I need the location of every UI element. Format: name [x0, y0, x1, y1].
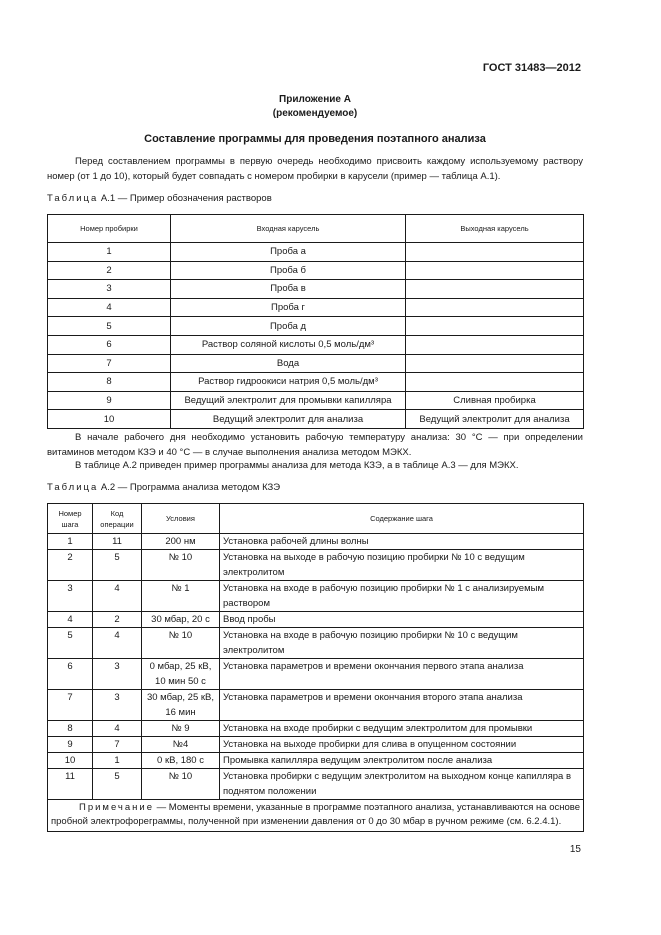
table-row — [48, 659, 584, 690]
table-cell: Ведущий электролит для анализа — [171, 410, 406, 429]
table-cell: Установка параметров и времени окончания первого этапа анализа — [220, 659, 584, 690]
solutions-table — [47, 214, 584, 429]
table2-caption-prefix: Таблица — [47, 482, 99, 493]
table-cell — [406, 354, 584, 373]
table1-header: Выходная карусель — [406, 215, 584, 243]
table-cell: 11 — [93, 534, 142, 550]
table-cell: 10 — [48, 410, 171, 429]
table2-header-row — [48, 504, 584, 534]
table-cell: Ввод пробы — [220, 612, 584, 628]
table-row — [48, 581, 584, 612]
table-cell: 3 — [93, 690, 142, 721]
table-cell — [406, 335, 584, 354]
table-row — [48, 690, 584, 721]
table-row — [48, 261, 584, 280]
table-cell: 0 мбар, 25 кВ, 10 мин 50 с — [142, 659, 220, 690]
table-cell: 6 — [48, 335, 171, 354]
table-cell: 4 — [93, 628, 142, 659]
table-cell: Ведущий электролит для анализа — [406, 410, 584, 429]
table-cell — [406, 373, 584, 392]
table-cell — [406, 317, 584, 336]
table-cell — [406, 243, 584, 262]
table-cell: 1 — [48, 534, 93, 550]
table1-caption — [47, 193, 272, 204]
table-cell: Установка параметров и времени окончания второго этапа анализа — [220, 690, 584, 721]
table-cell: 10 — [48, 753, 93, 769]
page-number: 15 — [569, 844, 581, 855]
table-cell: 11 — [48, 769, 93, 800]
table-cell: 9 — [48, 391, 171, 410]
table-cell: Проба в — [171, 280, 406, 299]
table2-note — [48, 800, 584, 832]
table2-header: Условия — [142, 504, 220, 534]
table2-header: Номер шага — [48, 504, 93, 534]
section-title: Составление программы для проведения поэтапного анализа — [144, 133, 486, 145]
table-row — [48, 721, 584, 737]
table-cell: 2 — [93, 612, 142, 628]
table-cell: 7 — [48, 690, 93, 721]
standard-number: ГОСТ 31483—2012 — [482, 62, 581, 74]
table-cell: №4 — [142, 737, 220, 753]
table-cell: 30 мбар, 25 кВ, 16 мин — [142, 690, 220, 721]
table-cell: Установка на входе в рабочую позицию пробирки № 1 с анализируемым раствором — [220, 581, 584, 612]
table-row — [48, 373, 584, 392]
table-row — [48, 317, 584, 336]
table-cell: 2 — [48, 550, 93, 581]
table-cell: 2 — [48, 261, 171, 280]
table1-caption-prefix: Таблица — [47, 193, 99, 204]
table-cell: Установка на выходе в рабочую позицию пробирки № 10 с ведущим электролитом — [220, 550, 584, 581]
table-cell: 6 — [48, 659, 93, 690]
table-row — [48, 280, 584, 299]
table-cell: 200 нм — [142, 534, 220, 550]
note-prefix: Примечание — [79, 802, 154, 813]
table-cell: № 9 — [142, 721, 220, 737]
table-row — [48, 391, 584, 410]
table-cell: № 10 — [142, 628, 220, 659]
table-row — [48, 534, 584, 550]
temperature-paragraph: В начале рабочего дня необходимо установить рабочую температуру анализа: 30 °С — при определении витаминов методом КЗЭ и 40 °С — в случае выполнения анализа методом МЭКХ. — [47, 432, 583, 458]
table-row — [48, 354, 584, 373]
table-cell: Проба г — [171, 298, 406, 317]
table-cell — [406, 280, 584, 299]
table2-caption — [47, 482, 280, 493]
table-cell: Проба д — [171, 317, 406, 336]
table-row — [48, 769, 584, 800]
table-cell — [406, 298, 584, 317]
table-cell: Проба а — [171, 243, 406, 262]
table2-header: Содержание шага — [220, 504, 584, 534]
table-cell: Установка на выходе пробирки для слива в опущенном состоянии — [220, 737, 584, 753]
table-row — [48, 243, 584, 262]
table-cell: 1 — [93, 753, 142, 769]
table-cell: 9 — [48, 737, 93, 753]
table-row — [48, 410, 584, 429]
table-cell: Раствор соляной кислоты 0,5 моль/дм³ — [171, 335, 406, 354]
table1-header-row — [48, 215, 584, 243]
table-cell: Сливная пробирка — [406, 391, 584, 410]
table2-header: Код операции — [93, 504, 142, 534]
tables-reference-paragraph: В таблице А.2 приведен пример программы анализа для метода КЗЭ, а в таблице А.3 — для МЭКХ. — [75, 460, 519, 471]
note-text: — Моменты времени, указанные в программе поэтапного анализа, устанавливаются на основе пробной электрофореграммы, полученной при изменении давления от 0 до 30 мбар в ручном режиме (см. 6.2.4.1). — [51, 802, 580, 827]
table-cell: № 10 — [142, 769, 220, 800]
table-cell: Вода — [171, 354, 406, 373]
table-cell: 4 — [93, 581, 142, 612]
table-row — [48, 753, 584, 769]
table-cell: 8 — [48, 373, 171, 392]
table-cell: № 1 — [142, 581, 220, 612]
table-row — [48, 298, 584, 317]
table-cell: 30 мбар, 20 с — [142, 612, 220, 628]
table-cell: 3 — [48, 280, 171, 299]
table-cell: 3 — [48, 581, 93, 612]
table-cell: 5 — [48, 628, 93, 659]
table-cell: 8 — [48, 721, 93, 737]
appendix-subtitle: (рекомендуемое) — [272, 108, 358, 119]
appendix-heading — [47, 93, 583, 121]
table-row — [48, 550, 584, 581]
table-cell: 0 кВ, 180 с — [142, 753, 220, 769]
table-cell: 5 — [93, 550, 142, 581]
appendix-title: Приложение А — [279, 94, 351, 105]
table-cell: 7 — [48, 354, 171, 373]
table-cell: Промывка капилляра ведущим электролитом после анализа — [220, 753, 584, 769]
table1-caption-text: А.1 — Пример обозначения растворов — [98, 193, 272, 204]
table-cell — [406, 261, 584, 280]
table2-note-row — [48, 800, 584, 832]
table-row — [48, 737, 584, 753]
table-cell: Установка на входе в рабочую позицию пробирки № 10 с ведущим электролитом — [220, 628, 584, 659]
table1-header: Номер пробирки — [48, 215, 171, 243]
program-table — [47, 503, 584, 832]
table2-caption-text: А.2 — Программа анализа методом КЗЭ — [98, 482, 281, 493]
table-cell: Ведущий электролит для промывки капилляра — [171, 391, 406, 410]
table-row — [48, 335, 584, 354]
intro-paragraph: Перед составлением программы в первую очередь необходимо присвоить каждому используемому раствору номер (от 1 до 10), который будет совпадать с номером пробирки в карусели (пример — таблица А.1). — [47, 156, 583, 182]
table-cell: 4 — [48, 298, 171, 317]
table-cell: Установка рабочей длины волны — [220, 534, 584, 550]
table-row — [48, 628, 584, 659]
table-cell: 4 — [48, 612, 93, 628]
table-cell: 4 — [93, 721, 142, 737]
table-cell: Установка пробирки с ведущим электролитом на выходном конце капилляра в поднятом положении — [220, 769, 584, 800]
table-cell: 5 — [48, 317, 171, 336]
table-cell: Установка на входе пробирки с ведущим электролитом для промывки — [220, 721, 584, 737]
table-cell: 5 — [93, 769, 142, 800]
table-cell: Проба б — [171, 261, 406, 280]
table-cell: 7 — [93, 737, 142, 753]
table-row — [48, 612, 584, 628]
table-cell: 1 — [48, 243, 171, 262]
table-cell: 3 — [93, 659, 142, 690]
table1-header: Входная карусель — [171, 215, 406, 243]
table-cell: № 10 — [142, 550, 220, 581]
table-cell: Раствор гидроокиси натрия 0,5 моль/дм³ — [171, 373, 406, 392]
